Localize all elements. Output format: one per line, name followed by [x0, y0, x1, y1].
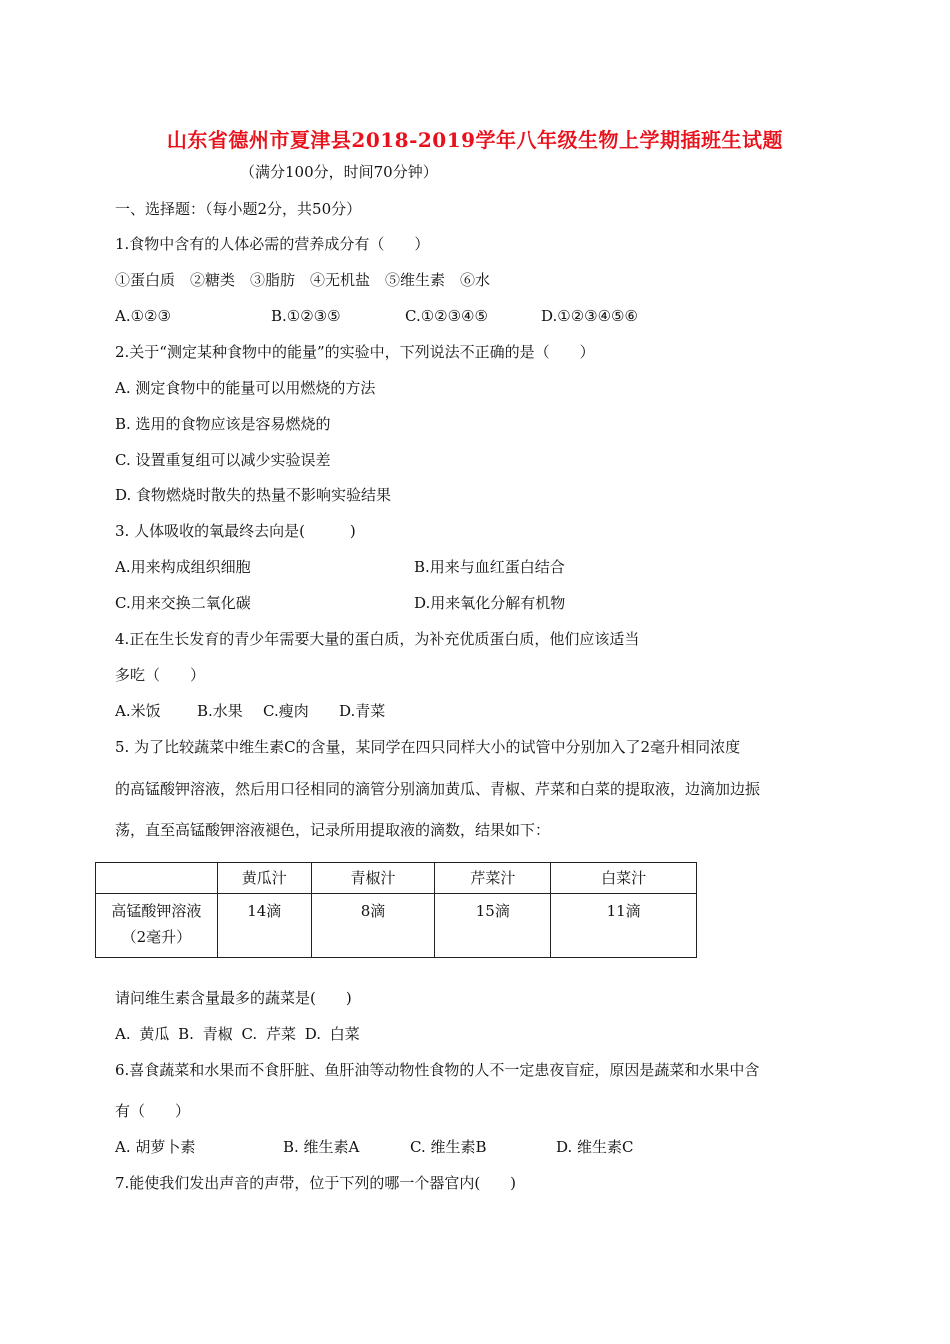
q2-option-c: C. 设置重复组可以减少实验误差 — [115, 451, 331, 469]
q5-stem-line2: 的高锰酸钾溶液，然后用口径相同的滴管分别滴加黄瓜、青椒、芹菜和白菜的提取液，边滴加边振 — [115, 780, 761, 798]
q5-question: 请问维生素含量最多的蔬菜是( ) — [115, 989, 352, 1007]
table-header-cell: 黄瓜汁 — [217, 863, 311, 894]
table-header-row — [96, 863, 697, 894]
q1-option-c: C.①②③④⑤ — [405, 307, 488, 325]
table-header-cell — [96, 863, 218, 894]
q3-option-a: A.用来构成组织细胞 — [115, 558, 251, 576]
row-label-line1: 高锰酸钾溶液 — [111, 902, 202, 920]
q5-stem-line1: 5. 为了比较蔬菜中维生素C的含量，某同学在四只同样大小的试管中分别加入了2毫升相同浓度 — [115, 738, 741, 756]
q4-stem-line2: 多吃（ ） — [115, 666, 206, 684]
q3-option-c: C.用来交换二氧化碳 — [115, 594, 251, 612]
q5-options: A. 黄瓜 B. 青椒 C. 芹菜 D. 白菜 — [115, 1025, 360, 1043]
q2-option-a: A. 测定食物中的能量可以用燃烧的方法 — [115, 379, 376, 397]
table-header-cell: 白菜汁 — [551, 863, 697, 894]
q2-option-d: D. 食物燃烧时散失的热量不影响实验结果 — [115, 486, 392, 504]
q6-option-a: A. 胡萝卜素 — [115, 1138, 196, 1156]
subtitle: （满分100分，时间70分钟） — [240, 163, 438, 181]
q2-option-b: B. 选用的食物应该是容易燃烧的 — [115, 415, 331, 433]
q3-option-d: D.用来氧化分解有机物 — [414, 594, 566, 612]
q3-option-b: B.用来与血红蛋白结合 — [414, 558, 565, 576]
document-title: 山东省德州市夏津县2018-2019学年八年级生物上学期插班生试题 — [166, 128, 784, 152]
q6-option-d: D. 维生素C — [556, 1138, 634, 1156]
q4-stem-line1: 4.正在生长发育的青少年需要大量的蛋白质，为补充优质蛋白质，他们应该适当 — [115, 630, 640, 648]
q1-option-d: D.①②③④⑤⑥ — [541, 307, 638, 325]
row-label-line2: （2毫升） — [121, 928, 192, 946]
q5-data-table — [95, 862, 697, 958]
q1-option-a: A.①②③ — [115, 307, 171, 325]
q3-stem: 3. 人体吸收的氧最终去向是( ) — [115, 522, 356, 540]
q1-items: ①蛋白质 ②糖类 ③脂肪 ④无机盐 ⑤维生素 ⑥水 — [115, 271, 491, 289]
q4-option-b: B.水果 — [197, 702, 243, 720]
q4-option-a: A.米饭 — [115, 702, 161, 720]
q6-stem-line1: 6.喜食蔬菜和水果而不食肝脏、鱼肝油等动物性食物的人不一定患夜盲症，原因是蔬菜和水果中含 — [115, 1061, 760, 1079]
table-row — [96, 894, 697, 958]
q5-stem-line3: 荡，直至高锰酸钾溶液褪色，记录所用提取液的滴数，结果如下： — [115, 821, 551, 839]
q4-option-c: C.瘦肉 — [263, 702, 309, 720]
section-heading: 一、选择题：（每小题2分，共50分） — [115, 200, 362, 218]
q6-stem-line2: 有（ ） — [115, 1102, 191, 1120]
table-cell: 8滴 — [311, 894, 435, 958]
table-row-label — [96, 894, 218, 958]
q6-option-c: C. 维生素B — [410, 1138, 487, 1156]
table-cell: 11滴 — [551, 894, 697, 958]
q7-stem: 7.能使我们发出声音的声带，位于下列的哪一个器官内( ) — [115, 1174, 517, 1192]
q2-stem: 2.关于“测定某种食物中的能量”的实验中，下列说法不正确的是（ ） — [115, 343, 595, 361]
q4-option-d: D.青菜 — [339, 702, 386, 720]
table-header-cell: 青椒汁 — [311, 863, 435, 894]
q1-stem: 1.食物中含有的人体必需的营养成分有（ ） — [115, 235, 430, 253]
table-header-cell: 芹菜汁 — [435, 863, 551, 894]
q1-option-b: B.①②③⑤ — [271, 307, 341, 325]
table-cell: 14滴 — [217, 894, 311, 958]
table-cell: 15滴 — [435, 894, 551, 958]
q6-option-b: B. 维生素A — [283, 1138, 360, 1156]
